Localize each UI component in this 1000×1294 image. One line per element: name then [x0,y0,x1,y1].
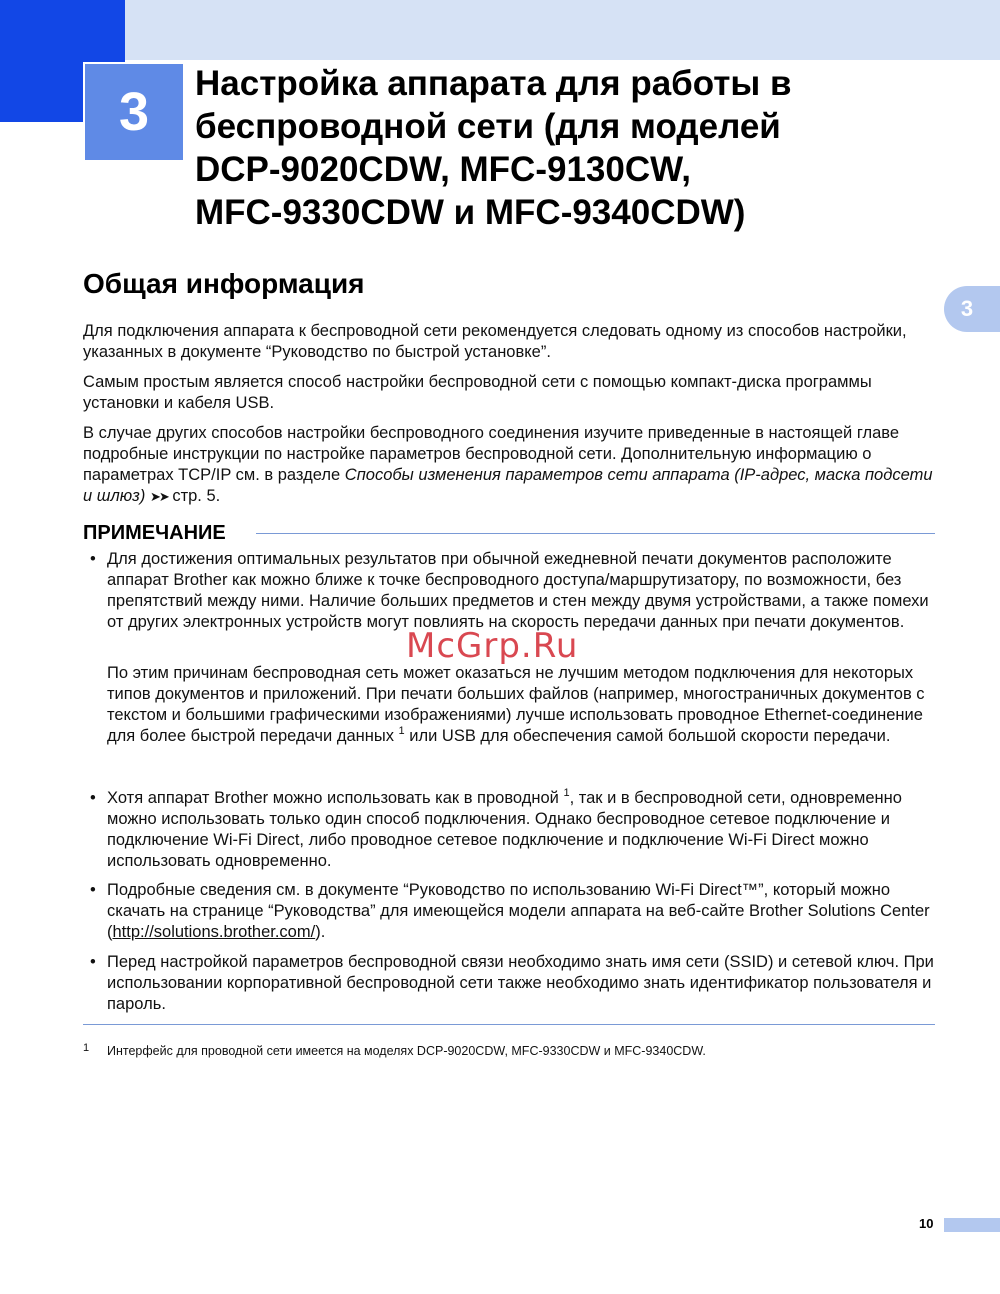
bullet-icon: • [90,881,96,899]
note-bullet-2 [107,788,939,872]
solutions-center-link[interactable]: http://solutions.brother.com/ [112,923,316,941]
bullet-icon: • [90,550,96,568]
bullet-icon: • [90,953,96,971]
page-number: 10 [919,1216,934,1231]
section-reference-link[interactable]: Способы изменения параметров сети аппарата (IP-адрес, маска подсети и шлюз) [83,466,933,505]
paragraph-1: Для подключения аппарата к беспроводной сети рекомендуется следовать одному из способов настройки, указанных в документе “Руководство по быстрой установке”. [83,322,907,361]
page-reference: стр. 5. [167,487,221,505]
note-bullet-1: Для достижения оптимальных результатов при обычной ежедневной печати документов расположите аппарат Brother как можно ближе к точке беспроводного доступа/маршрутизатору, по возможности, без препятствий между ними. Наличие больших предметов и стен между двумя устройствами, а также помехи от других электронных устройств могут повлиять на скорость передачи данных при печати документов. [107,550,929,631]
side-tab-label: 3 [960,296,974,321]
section-heading: Общая информация [83,268,365,299]
page-number-bar [944,1218,1000,1232]
note-bullet-4: Перед настройкой параметров беспроводной связи необходимо знать имя сети (SSID) и сетевой ключ. При использовании корпоративной беспроводной сети также необходимо знать идентификатор пользователя и пароль. [107,953,934,1013]
note-divider-top [256,533,935,534]
chapter-side-tab [944,286,1000,332]
chapter-number-box [83,62,185,162]
bullet-2-text-a: Хотя аппарат Brother можно использовать как в проводной [107,789,564,807]
bullet-3-text-b: ). [315,923,326,941]
bullet-2-text-b: , так и в беспроводной сети, одновременно можно использовать только один способ подключения. Однако беспроводное сетевое подключение и подключение Wi-Fi Direct, либо проводное сетевое подключение и подключение Wi-Fi Direct можно использовать одновременно. [107,789,902,870]
bullet-icon: • [90,789,96,807]
watermark: McGrp.Ru [406,626,579,666]
chapter-number: 3 [118,82,150,142]
footnote-number: 1 [83,1042,90,1054]
paragraph-2: Самым простым является способ настройки беспроводной сети с помощью компакт-диска программы установки и кабеля USB. [83,373,872,412]
footnote-text: Интерфейс для проводной сети имеется на моделях DCP-9020CDW, MFC-9330CDW и MFC-9340CDW. [107,1044,706,1058]
note-bullet-3 [107,880,939,943]
note-bullet-1-continued [107,663,939,747]
paragraph-3-text: В случае других способов настройки беспроводного соединения изучите приведенные в настоящей главе подробные инструкции по настройке параметров беспроводной сети. Дополнительную информацию о параметрах TCP/IP см. в разделе [83,424,900,484]
bullet-1-text-b: или USB для обеспечения самой большой скорости передачи. [404,727,891,745]
paragraph-3 [83,423,933,507]
note-divider-bottom [83,1024,935,1025]
bullet-1-text-a: По этим причинам беспроводная сеть может оказаться не лучшим методом подключения для некоторых типов документов и приложений. При печати больших файлов (например, многостраничных документов с текстом и большими графическими изображениями) лучше использовать проводное Ethernet-соединение для более быстрой передачи данных [107,664,925,745]
page-arrow-icon: ➤➤ [149,489,168,504]
chapter-title: Настройка аппарата для работы в беспроводной сети (для моделей DCP-9020CDW, MFC-9130CW, MFC-9330CDW и MFC-9340CDW) [195,64,792,232]
footnote-ref[interactable]: 1 [563,787,570,799]
note-heading: ПРИМЕЧАНИЕ [83,522,226,544]
header-band [0,0,1000,60]
footnote-ref[interactable]: 1 [398,725,405,737]
bullet-3-text-a: Подробные сведения см. в документе “Руководство по использованию Wi-Fi Direct™”, который можно скачать на странице “Руководства” для имеющейся модели аппарата на веб-сайте Brother Solutions Center ( [107,881,930,941]
